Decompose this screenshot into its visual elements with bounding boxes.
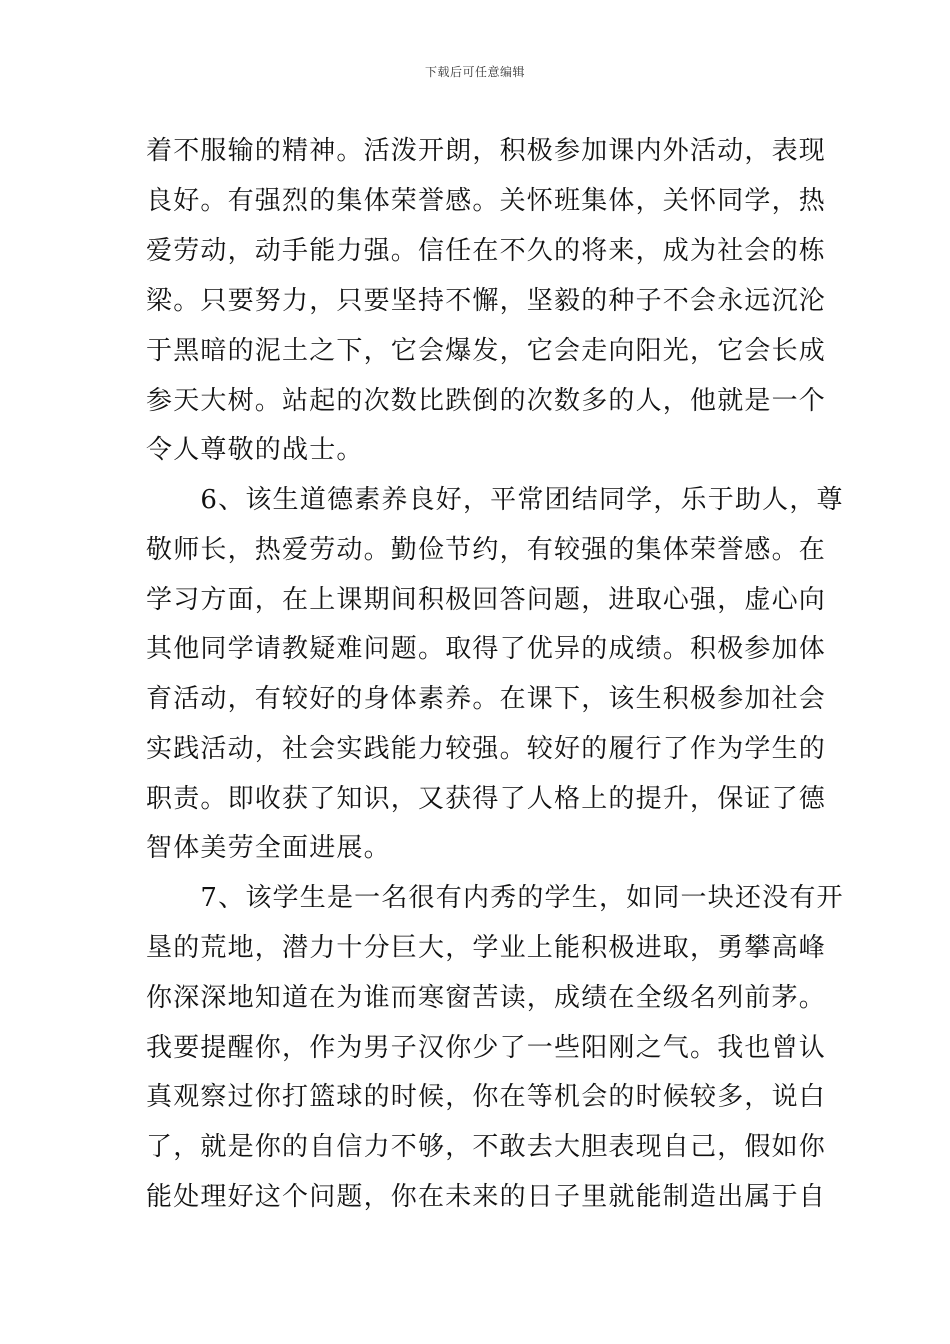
page-header: 下载后可任意编辑 [424,65,525,79]
body-line: 于黑暗的泥土之下，它会爆发，它会走向阳光，它会长成 [146,336,827,366]
body-line: 我要提醒你，作为男子汉你少了一些阳刚之气。我也曾认 [146,1033,827,1063]
body-line: 学习方面，在上课期间积极回答问题，进取心强，虚心向 [146,585,827,615]
body-line: 职责。即收获了知识，又获得了人格上的提升，保证了德 [146,784,827,814]
body-line: 实践活动，社会实践能力较强。较好的履行了作为学生的 [146,734,827,764]
body-line: 能处理好这个问题，你在未来的日子里就能制造出属于自 [146,1182,827,1212]
body-line: 智体美劳全面进展。 [146,833,391,863]
body-line: 参天大树。站起的次数比跌倒的次数多的人，他就是一个 [146,386,827,416]
body-line: 你深深地知道在为谁而寒窗苦读，成绩在全级名列前茅。 [146,983,827,1013]
paragraph-start-line: 7、该学生是一名很有内秀的学生，如同一块还没有开 [146,883,844,913]
body-line: 令人尊敬的战士。 [146,435,364,465]
body-line: 了，就是你的自信力不够，不敢去大胆表现自己，假如你 [146,1132,827,1162]
body-line: 良好。有强烈的集体荣誉感。关怀班集体，关怀同学，热 [146,186,827,216]
body-line: 爱劳动，动手能力强。信任在不久的将来，成为社会的栋 [146,236,827,266]
body-line: 育活动，有较好的身体素养。在课下，该生积极参加社会 [146,684,827,714]
body-line: 垦的荒地，潜力十分巨大，学业上能积极进取，勇攀高峰 [146,933,827,963]
body-line: 梁。只要努力，只要坚持不懈，坚毅的种子不会永远沉沦 [146,286,827,316]
body-line: 敬师长，热爱劳动。勤俭节约，有较强的集体荣誉感。在 [146,535,827,565]
body-line: 着不服输的精神。活泼开朗，积极参加课内外活动，表现 [146,136,827,166]
body-line: 其他同学请教疑难问题。取得了优异的成绩。积极参加体 [146,634,827,664]
body-line: 真观察过你打篮球的时候，你在等机会的时候较多，说白 [146,1082,827,1112]
paragraph-start-line: 6、该生道德素养良好，平常团结同学，乐于助人，尊 [146,485,844,515]
